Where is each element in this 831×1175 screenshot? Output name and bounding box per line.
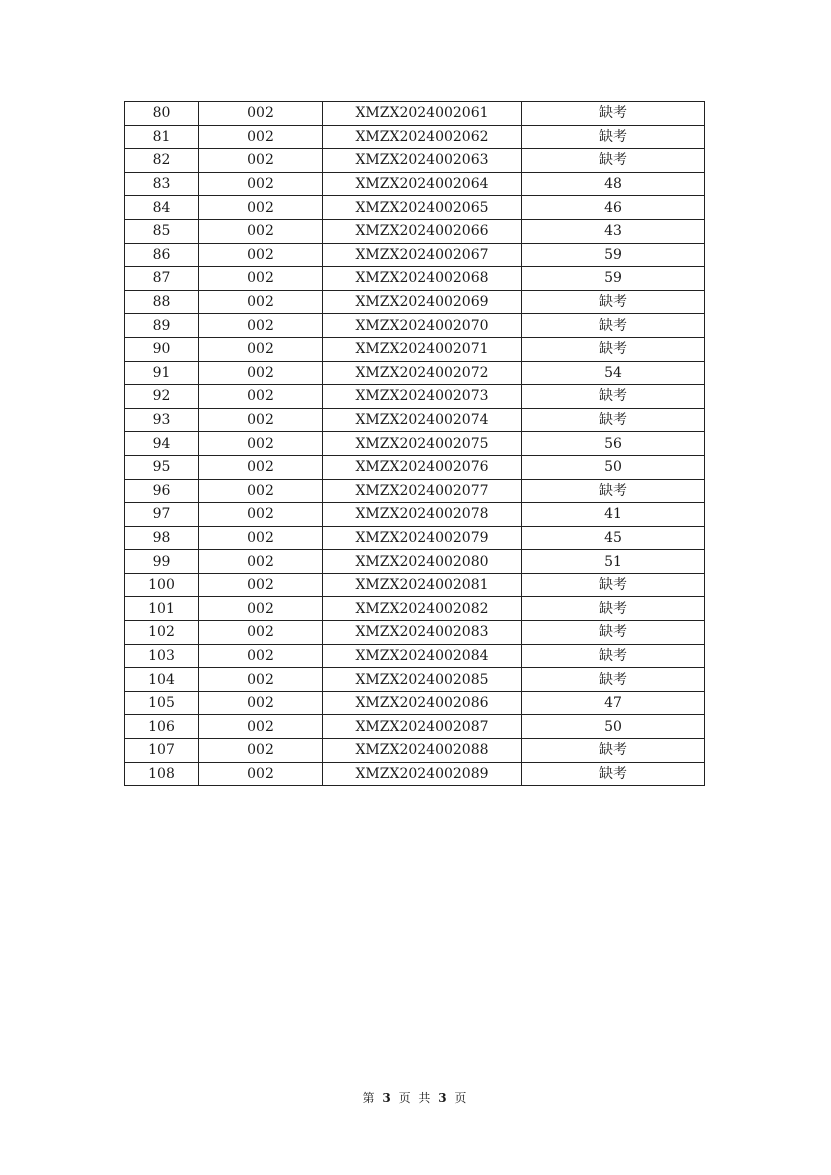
- group-code-cell: 002: [199, 125, 323, 149]
- table-row: [125, 644, 705, 668]
- score-cell: 缺考: [522, 149, 705, 173]
- row-number-cell: 81: [125, 125, 199, 149]
- group-code-cell: 002: [199, 432, 323, 456]
- row-number-cell: 108: [125, 762, 199, 786]
- group-code-cell: 002: [199, 691, 323, 715]
- score-cell: 缺考: [522, 290, 705, 314]
- table-row: [125, 715, 705, 739]
- score-cell: 48: [522, 172, 705, 196]
- table-row: [125, 337, 705, 361]
- group-code-cell: 002: [199, 597, 323, 621]
- exam-id-cell: XMZX2024002065: [323, 196, 522, 220]
- footer-suffix: 页: [454, 1091, 469, 1105]
- footer-middle: 页 共: [398, 1091, 433, 1105]
- row-number-cell: 90: [125, 337, 199, 361]
- row-number-cell: 99: [125, 550, 199, 574]
- group-code-cell: 002: [199, 715, 323, 739]
- table-row: [125, 597, 705, 621]
- row-number-cell: 93: [125, 408, 199, 432]
- table-row: [125, 432, 705, 456]
- score-cell: 43: [522, 219, 705, 243]
- table-row: [125, 479, 705, 503]
- score-cell: 50: [522, 715, 705, 739]
- score-cell: 缺考: [522, 125, 705, 149]
- table-row: [125, 691, 705, 715]
- score-cell: 缺考: [522, 644, 705, 668]
- table-row: [125, 267, 705, 291]
- exam-id-cell: XMZX2024002069: [323, 290, 522, 314]
- score-cell: 缺考: [522, 762, 705, 786]
- exam-id-cell: XMZX2024002087: [323, 715, 522, 739]
- group-code-cell: 002: [199, 219, 323, 243]
- row-number-cell: 82: [125, 149, 199, 173]
- group-code-cell: 002: [199, 479, 323, 503]
- row-number-cell: 102: [125, 621, 199, 645]
- row-number-cell: 86: [125, 243, 199, 267]
- exam-id-cell: XMZX2024002074: [323, 408, 522, 432]
- table-row: [125, 290, 705, 314]
- row-number-cell: 106: [125, 715, 199, 739]
- table-row: [125, 149, 705, 173]
- exam-id-cell: XMZX2024002082: [323, 597, 522, 621]
- exam-id-cell: XMZX2024002085: [323, 668, 522, 692]
- row-number-cell: 103: [125, 644, 199, 668]
- group-code-cell: 002: [199, 337, 323, 361]
- table-row: [125, 385, 705, 409]
- group-code-cell: 002: [199, 361, 323, 385]
- exam-id-cell: XMZX2024002073: [323, 385, 522, 409]
- row-number-cell: 95: [125, 455, 199, 479]
- row-number-cell: 98: [125, 526, 199, 550]
- score-cell: 45: [522, 526, 705, 550]
- group-code-cell: 002: [199, 668, 323, 692]
- exam-id-cell: XMZX2024002078: [323, 503, 522, 527]
- group-code-cell: 002: [199, 172, 323, 196]
- row-number-cell: 80: [125, 102, 199, 126]
- group-code-cell: 002: [199, 243, 323, 267]
- exam-id-cell: XMZX2024002064: [323, 172, 522, 196]
- score-cell: 47: [522, 691, 705, 715]
- exam-id-cell: XMZX2024002067: [323, 243, 522, 267]
- table-row: [125, 361, 705, 385]
- group-code-cell: 002: [199, 149, 323, 173]
- table-row: [125, 762, 705, 786]
- table-row: [125, 243, 705, 267]
- exam-id-cell: XMZX2024002062: [323, 125, 522, 149]
- row-number-cell: 107: [125, 739, 199, 763]
- table-row: [125, 503, 705, 527]
- table-row: [125, 219, 705, 243]
- table-row: [125, 172, 705, 196]
- exam-id-cell: XMZX2024002086: [323, 691, 522, 715]
- row-number-cell: 96: [125, 479, 199, 503]
- score-cell: 46: [522, 196, 705, 220]
- row-number-cell: 97: [125, 503, 199, 527]
- row-number-cell: 83: [125, 172, 199, 196]
- score-cell: 54: [522, 361, 705, 385]
- table-row: [125, 455, 705, 479]
- score-cell: 缺考: [522, 621, 705, 645]
- score-cell: 59: [522, 243, 705, 267]
- footer-page-number: 3: [382, 1091, 393, 1105]
- exam-id-cell: XMZX2024002077: [323, 479, 522, 503]
- table-row: [125, 102, 705, 126]
- row-number-cell: 100: [125, 573, 199, 597]
- group-code-cell: 002: [199, 739, 323, 763]
- score-table-body: [125, 102, 705, 786]
- exam-id-cell: XMZX2024002075: [323, 432, 522, 456]
- page-footer: [0, 1089, 831, 1106]
- group-code-cell: 002: [199, 526, 323, 550]
- group-code-cell: 002: [199, 503, 323, 527]
- score-cell: 51: [522, 550, 705, 574]
- score-cell: 缺考: [522, 337, 705, 361]
- group-code-cell: 002: [199, 267, 323, 291]
- group-code-cell: 002: [199, 455, 323, 479]
- exam-id-cell: XMZX2024002061: [323, 102, 522, 126]
- group-code-cell: 002: [199, 762, 323, 786]
- score-cell: 41: [522, 503, 705, 527]
- score-cell: 缺考: [522, 385, 705, 409]
- exam-id-cell: XMZX2024002081: [323, 573, 522, 597]
- table-row: [125, 408, 705, 432]
- table-row: [125, 526, 705, 550]
- exam-id-cell: XMZX2024002066: [323, 219, 522, 243]
- row-number-cell: 92: [125, 385, 199, 409]
- group-code-cell: 002: [199, 102, 323, 126]
- group-code-cell: 002: [199, 621, 323, 645]
- table-row: [125, 550, 705, 574]
- score-cell: 缺考: [522, 408, 705, 432]
- score-cell: 59: [522, 267, 705, 291]
- exam-id-cell: XMZX2024002068: [323, 267, 522, 291]
- row-number-cell: 84: [125, 196, 199, 220]
- row-number-cell: 87: [125, 267, 199, 291]
- exam-id-cell: XMZX2024002080: [323, 550, 522, 574]
- row-number-cell: 94: [125, 432, 199, 456]
- table-row: [125, 125, 705, 149]
- row-number-cell: 88: [125, 290, 199, 314]
- exam-id-cell: XMZX2024002063: [323, 149, 522, 173]
- exam-id-cell: XMZX2024002070: [323, 314, 522, 338]
- group-code-cell: 002: [199, 314, 323, 338]
- group-code-cell: 002: [199, 550, 323, 574]
- score-cell: 缺考: [522, 479, 705, 503]
- table-row: [125, 314, 705, 338]
- score-cell: 缺考: [522, 102, 705, 126]
- exam-id-cell: XMZX2024002079: [323, 526, 522, 550]
- score-cell: 缺考: [522, 573, 705, 597]
- table-row: [125, 739, 705, 763]
- group-code-cell: 002: [199, 290, 323, 314]
- footer-total-pages: 3: [438, 1091, 449, 1105]
- exam-id-cell: XMZX2024002072: [323, 361, 522, 385]
- table-row: [125, 196, 705, 220]
- row-number-cell: 89: [125, 314, 199, 338]
- exam-id-cell: XMZX2024002083: [323, 621, 522, 645]
- group-code-cell: 002: [199, 408, 323, 432]
- group-code-cell: 002: [199, 644, 323, 668]
- row-number-cell: 85: [125, 219, 199, 243]
- score-cell: 缺考: [522, 314, 705, 338]
- score-cell: 缺考: [522, 668, 705, 692]
- row-number-cell: 104: [125, 668, 199, 692]
- score-cell: 50: [522, 455, 705, 479]
- exam-id-cell: XMZX2024002088: [323, 739, 522, 763]
- exam-id-cell: XMZX2024002071: [323, 337, 522, 361]
- group-code-cell: 002: [199, 573, 323, 597]
- score-table: [124, 101, 705, 786]
- score-cell: 56: [522, 432, 705, 456]
- group-code-cell: 002: [199, 196, 323, 220]
- exam-id-cell: XMZX2024002084: [323, 644, 522, 668]
- group-code-cell: 002: [199, 385, 323, 409]
- row-number-cell: 91: [125, 361, 199, 385]
- row-number-cell: 105: [125, 691, 199, 715]
- table-row: [125, 573, 705, 597]
- score-cell: 缺考: [522, 739, 705, 763]
- exam-id-cell: XMZX2024002076: [323, 455, 522, 479]
- exam-id-cell: XMZX2024002089: [323, 762, 522, 786]
- score-cell: 缺考: [522, 597, 705, 621]
- footer-prefix: 第: [362, 1091, 377, 1105]
- table-row: [125, 668, 705, 692]
- row-number-cell: 101: [125, 597, 199, 621]
- table-row: [125, 621, 705, 645]
